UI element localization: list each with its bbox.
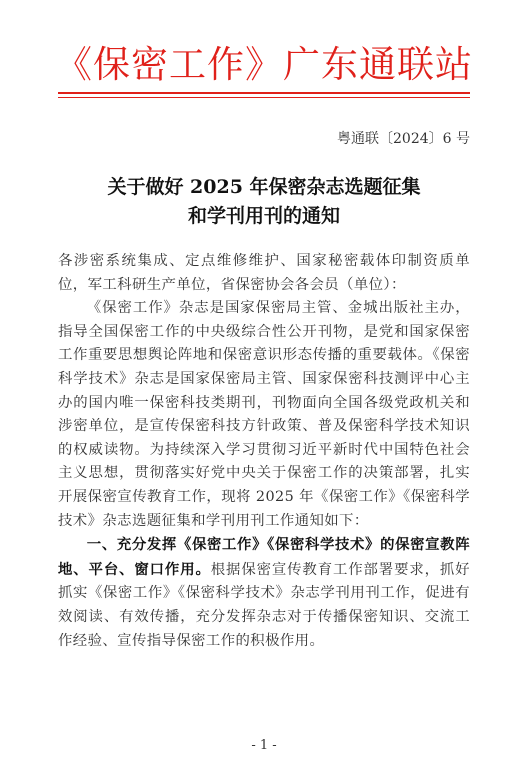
salutation: 各涉密系统集成、定点维修维护、国家秘密载体印制资质单位，军工科研生产单位，省保密协会各会员（单位）： [58, 253, 470, 293]
header-red-rule-thin [58, 97, 470, 98]
section-1-heading: 一、充分发挥《保密工作》《保密科学技术》的保密宣教阵地、平台、窗口作用。 [58, 536, 470, 578]
paragraph-intro: 《保密工作》杂志是国家保密局主管、金城出版社主办，指导全国保密工作的中央级综合性公开刊物，是党和国家保密工作重要思想舆论阵地和保密意识形态传播的重要载体。《保密科学技术》杂志是国家保密局主管、国家保密科技测评中心主办的国内唯一保密科技类期刊，刊物面向全国各级党政机关和涉密单位，是宣传保密科技方针政策、普及保密科学技术知识的权威读物。为持续深入学习贯彻习近平新时代中国特色社会主义思想，贯彻落实好党中央关于保密工作的决策部署，扎实开展保密宣传教育工作，现将 2025 年《保密工作》《保密科学技术》杂志选题征集和学刊用刊工作通知如下： [58, 300, 470, 529]
header-title: 《保密工作》广东通联站 [55, 43, 473, 86]
document-number: 粤通联〔2024〕6 号 [337, 131, 470, 147]
header-red-rule [58, 92, 470, 94]
document-title-line-1: 关于做好 2025 年保密杂志选题征集 [107, 176, 421, 198]
document-body [58, 250, 470, 653]
page-number: - 1 - [251, 738, 277, 753]
section-1 [58, 533, 470, 653]
section-1-text: 根据保密宣传教育工作部署要求，抓好抓实《保密工作》《保密科学技术》杂志学刊用刊工作，促进有效阅读、有效传播，充分发挥杂志对于传播保密知识、交流工作经验、宣传指导保密工作的积极作用。 [58, 561, 470, 649]
document-title-line-2: 和学刊用刊的通知 [187, 205, 340, 227]
